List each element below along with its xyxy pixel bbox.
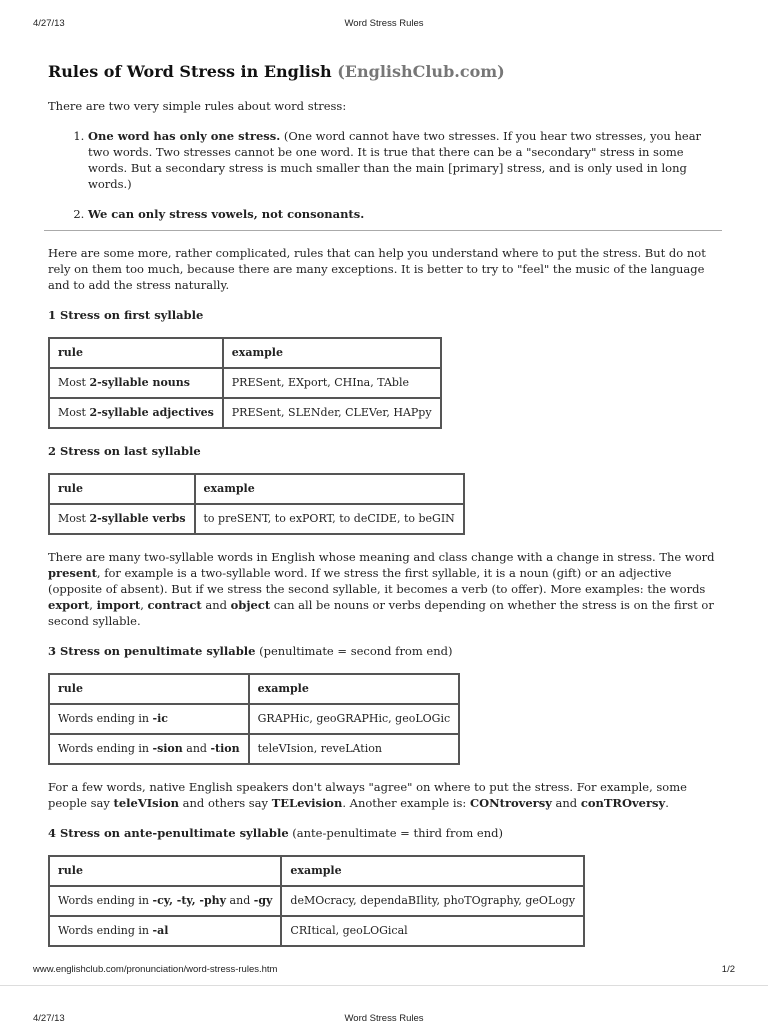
title-main: Rules of Word Stress in English: [48, 62, 332, 81]
section-heading-bold: 3 Stress on penultimate syllable: [48, 644, 256, 658]
more-rules-paragraph: Here are some more, rather complicated, rules that can help you understand where to put the stress. But do not rely on them too much, because there are many exceptions. It is better to try to "feel" the music of the language and to add the stress naturally.: [48, 246, 706, 292]
rules-table: [48, 337, 442, 429]
section-3: [48, 643, 724, 765]
emphasis: export: [48, 598, 90, 612]
rule-text: and: [226, 894, 254, 907]
rule-bold: -gy: [253, 894, 273, 907]
rule-cell: [49, 886, 281, 916]
text-run: . Another example is:: [342, 796, 470, 810]
table-header-row: [49, 338, 441, 368]
example-cell: teleVIsion, reveLAtion: [249, 734, 460, 764]
text-run: and: [551, 796, 581, 810]
column-header: rule: [49, 338, 223, 368]
article-body: [48, 98, 724, 961]
column-header: example: [281, 856, 584, 886]
section-4: [48, 825, 724, 947]
rule-bold: 2-syllable adjectives: [89, 406, 214, 419]
column-header: rule: [49, 856, 281, 886]
text-run: ,: [140, 598, 148, 612]
section-heading: [48, 443, 724, 459]
basic-rule-1-bold: One word has only one stress.: [88, 129, 281, 143]
rule-text: Most: [58, 512, 90, 525]
footer-page-number: 1/2: [721, 964, 735, 975]
example-cell: to preSENT, to exPORT, to deCIDE, to beGIN: [195, 504, 464, 534]
rule-cell: [49, 398, 223, 428]
rule-bold: -ic: [152, 712, 168, 725]
emphasis: object: [230, 598, 271, 612]
basic-rule-1: [88, 128, 724, 192]
page-header: [33, 18, 735, 29]
section-heading: [48, 307, 724, 323]
rule-text: Words ending in: [58, 894, 153, 907]
header-date: 4/27/13: [33, 18, 65, 29]
rules-table: [48, 473, 465, 535]
footer-url: www.englishclub.com/pronunciation/word-stress-rules.htm: [33, 964, 278, 975]
section-heading-note: (penultimate = second from end): [255, 644, 453, 658]
emphasis: CONtroversy: [469, 796, 552, 810]
table-row: [49, 368, 441, 398]
rule-cell: [49, 368, 223, 398]
section-heading-bold: 4 Stress on ante-penultimate syllable: [48, 826, 289, 840]
rule-text: Most: [58, 376, 90, 389]
emphasis: TELevision: [271, 796, 343, 810]
column-header: rule: [49, 474, 195, 504]
rule-bold: 2-syllable nouns: [89, 376, 190, 389]
emphasis: present: [48, 566, 97, 580]
table-row: [49, 398, 441, 428]
column-header: example: [223, 338, 441, 368]
text-run: and others say: [179, 796, 272, 810]
rule-bold: -sion: [152, 742, 183, 755]
example-cell: PRESent, EXport, CHIna, TAble: [223, 368, 441, 398]
text-run: There are many two-syllable words in English whose meaning and class change with a change in stress. The word: [48, 550, 715, 564]
section-heading-bold: 1 Stress on first syllable: [48, 308, 204, 322]
rule-text: Words ending in: [58, 712, 153, 725]
emphasis: conTROversy: [580, 796, 666, 810]
section-heading-bold: 2 Stress on last syllable: [48, 444, 201, 458]
section-heading-note: (ante-penultimate = third from end): [288, 826, 503, 840]
table-header-row: [49, 856, 584, 886]
basic-rule-2: [88, 206, 724, 222]
agree-paragraph: [48, 779, 724, 811]
text-run: , for example is a two-syllable word. If we stress the first syllable, it is a noun (gift) or an adjective (opposite of absent). But if we stress the second syllable, it becomes a verb (to offer). More examples: the words: [48, 566, 706, 596]
example-cell: GRAPHic, geoGRAPHic, geoLOGic: [249, 704, 460, 734]
section-1: [48, 307, 724, 429]
table-row: [49, 734, 459, 764]
rule-cell: [49, 504, 195, 534]
rule-text: and: [182, 742, 211, 755]
column-header: rule: [49, 674, 249, 704]
intro-paragraph: There are two very simple rules about word stress:: [48, 99, 347, 113]
basic-rule-1-text: (One word cannot have two stresses. If you hear two stresses, you hear two words. Two stresses cannot be one word. It is true that there can be a "secondary" stress in some words. But a secondary stress is much smaller than the main [primary] stress, and is only used in long words.): [88, 129, 702, 191]
section-heading: [48, 643, 724, 659]
rules-table: [48, 855, 585, 947]
column-header: example: [195, 474, 464, 504]
example-cell: PRESent, SLENder, CLEVer, HAPpy: [223, 398, 441, 428]
rule-cell: [49, 734, 249, 764]
rule-cell: [49, 704, 249, 734]
table-row: [49, 886, 584, 916]
table-row: [49, 504, 464, 534]
text-run: and: [201, 598, 231, 612]
text-run: can all be nouns or verbs depending on whether the stress is on the first or second syllable.: [48, 598, 714, 628]
table-row: [49, 704, 459, 734]
table-row: [49, 916, 584, 946]
header2-title: Word Stress Rules: [344, 1013, 424, 1024]
example-cell: deMOcracy, dependaBIlity, phoTOgraphy, geOLogy: [281, 886, 584, 916]
divider: [44, 230, 722, 231]
section-heading: [48, 825, 724, 841]
present-paragraph: [48, 549, 724, 629]
table-header-row: [49, 674, 459, 704]
emphasis: import: [96, 598, 141, 612]
text-run: ,: [89, 598, 97, 612]
page-footer: [33, 964, 735, 975]
rule-bold: -cy, -ty, -phy: [152, 894, 227, 907]
page-break: [0, 985, 768, 986]
rule-text: Words ending in: [58, 742, 153, 755]
rule-cell: [49, 916, 281, 946]
example-cell: CRItical, geoLOGical: [281, 916, 584, 946]
basic-rules-list: [48, 128, 724, 222]
text-run: .: [665, 796, 669, 810]
section-2: [48, 443, 724, 535]
table-header-row: [49, 474, 464, 504]
rules-table: [48, 673, 460, 765]
rule-bold: -al: [152, 924, 169, 937]
emphasis: contract: [147, 598, 202, 612]
basic-rule-2-bold: We can only stress vowels, not consonants.: [88, 207, 365, 221]
header2-date: 4/27/13: [33, 1013, 65, 1024]
page-2-header: [33, 1013, 735, 1024]
column-header: example: [249, 674, 460, 704]
text-run: For a few words, native English speakers don't always "agree" on where to put the stress. For example, some people say: [48, 780, 687, 810]
rule-text: Most: [58, 406, 90, 419]
rule-text: Words ending in: [58, 924, 153, 937]
emphasis: teleVIsion: [113, 796, 180, 810]
title-site: (EnglishClub.com): [337, 62, 505, 81]
rule-bold: 2-syllable verbs: [89, 512, 186, 525]
page-title: [48, 62, 505, 81]
header-title: Word Stress Rules: [344, 18, 424, 29]
rule-bold: -tion: [210, 742, 240, 755]
